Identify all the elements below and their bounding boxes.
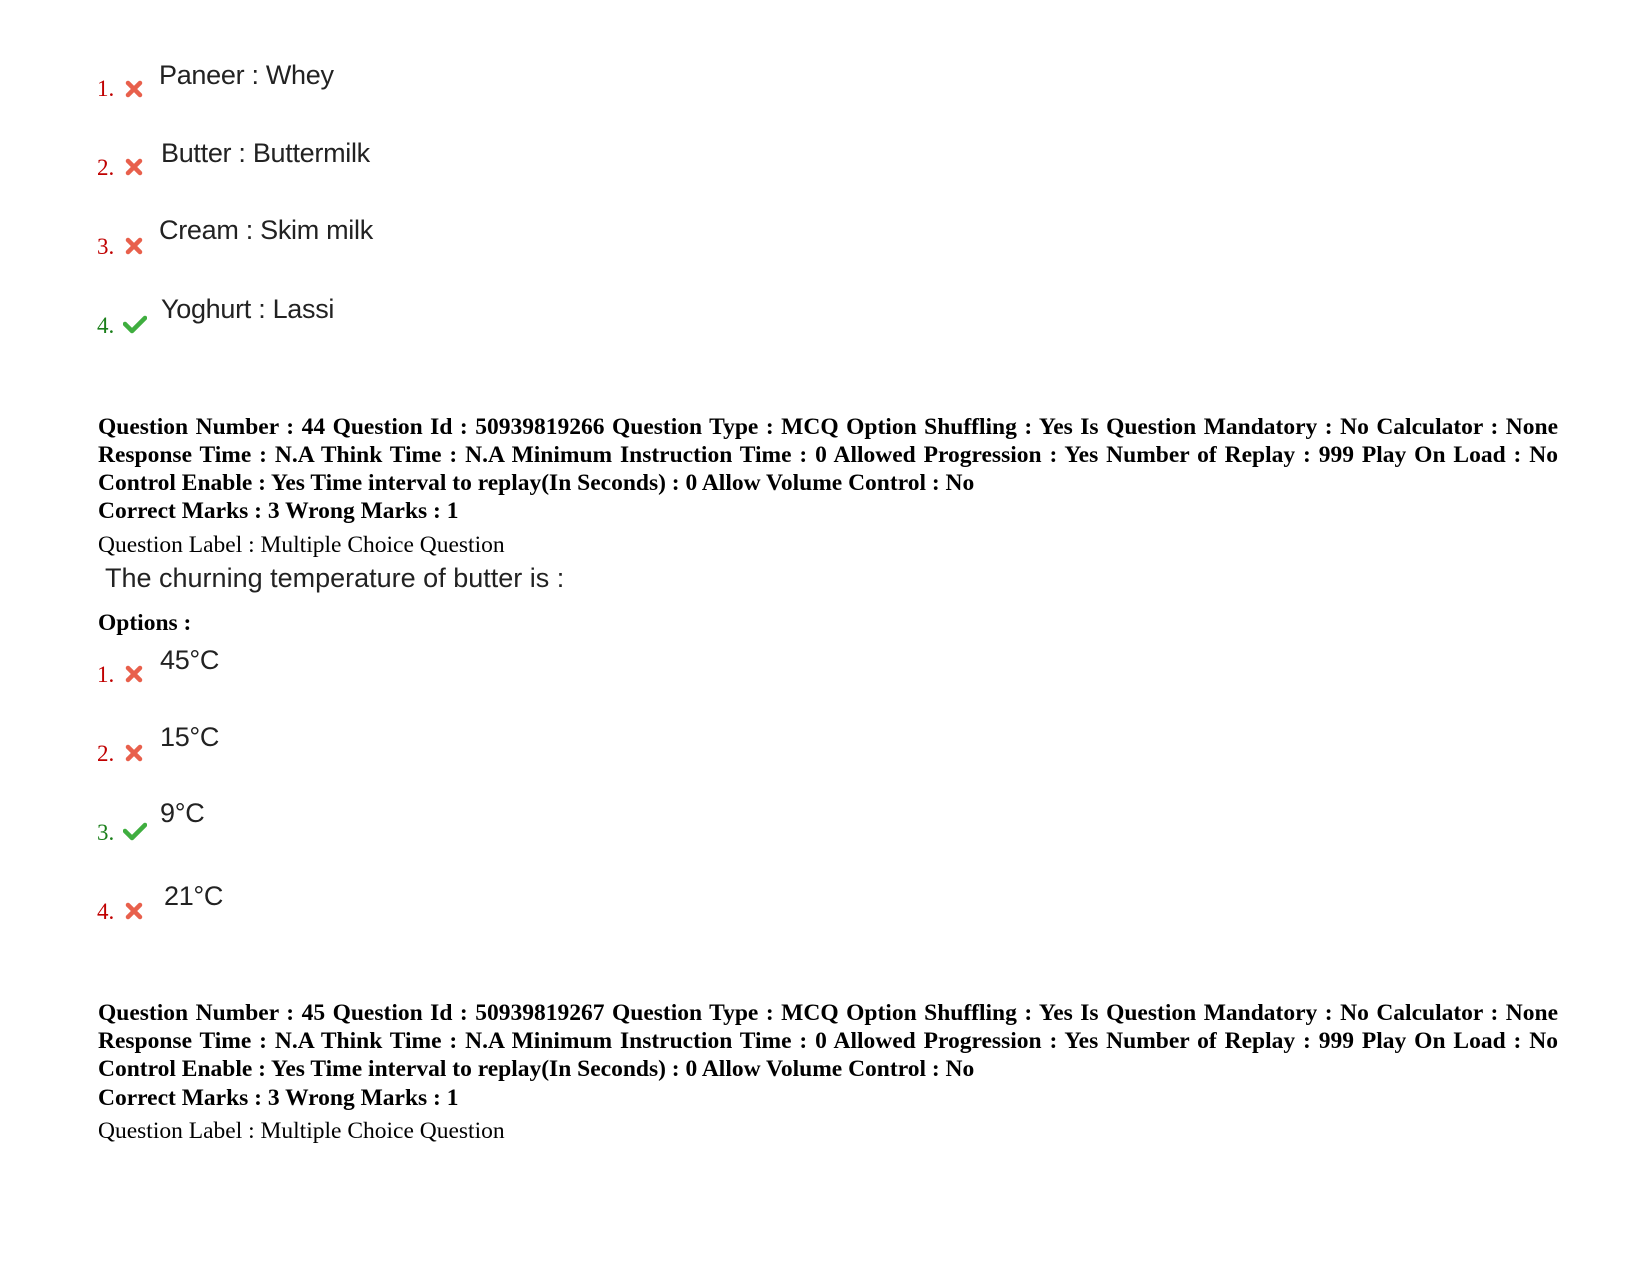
cross-icon: [123, 156, 145, 178]
option-number: 2.: [97, 741, 115, 766]
option-text: 45°C: [160, 645, 220, 675]
cross-icon: [123, 78, 145, 100]
options-heading: Options :: [98, 610, 192, 636]
option-number: 2.: [97, 155, 115, 180]
option-number: 3.: [97, 820, 115, 845]
cross-icon: [123, 663, 145, 685]
check-icon: [123, 313, 147, 335]
option-text: 9°C: [160, 798, 205, 828]
question-44-label: Question Label : Multiple Choice Question: [98, 532, 505, 558]
option-text: 21°C: [164, 881, 224, 911]
check-icon: [123, 820, 147, 842]
option-number: 1.: [97, 662, 115, 687]
option-text: 15°C: [160, 722, 220, 752]
option-number: 3.: [97, 234, 115, 259]
option-text: Paneer : Whey: [159, 60, 334, 90]
option-text: Butter : Buttermilk: [161, 138, 370, 168]
question-44-marks: Correct Marks : 3 Wrong Marks : 1: [98, 498, 459, 524]
question-45-marks: Correct Marks : 3 Wrong Marks : 1: [98, 1085, 459, 1111]
question-44-meta: Question Number : 44 Question Id : 50939819266 Question Type : MCQ Option Shuffling : Yes Is Question Mandatory : No Calculator : None Response Time : N.A Think Time : N.A Minimum Instruction Time : 0 Allowed Progression : Yes Number of Replay : 999 Play On Load : No Control Enable : Yes Time interval to replay(In Seconds) : 0 Allow Volume Control : No: [98, 414, 1558, 496]
question-45-label: Question Label : Multiple Choice Question: [98, 1118, 505, 1144]
question-44-text: The churning temperature of butter is :: [105, 563, 565, 593]
cross-icon: [123, 235, 145, 257]
option-text: Cream : Skim milk: [159, 215, 373, 245]
option-text: Yoghurt : Lassi: [161, 294, 335, 324]
option-number: 4.: [97, 313, 115, 338]
option-number: 4.: [97, 899, 115, 924]
option-number: 1.: [97, 76, 115, 101]
question-45-meta: Question Number : 45 Question Id : 50939819267 Question Type : MCQ Option Shuffling : Yes Is Question Mandatory : No Calculator : None Response Time : N.A Think Time : N.A Minimum Instruction Time : 0 Allowed Progression : Yes Number of Replay : 999 Play On Load : No Control Enable : Yes Time interval to replay(In Seconds) : 0 Allow Volume Control : No: [98, 1000, 1558, 1082]
cross-icon: [123, 900, 145, 922]
cross-icon: [123, 742, 145, 764]
